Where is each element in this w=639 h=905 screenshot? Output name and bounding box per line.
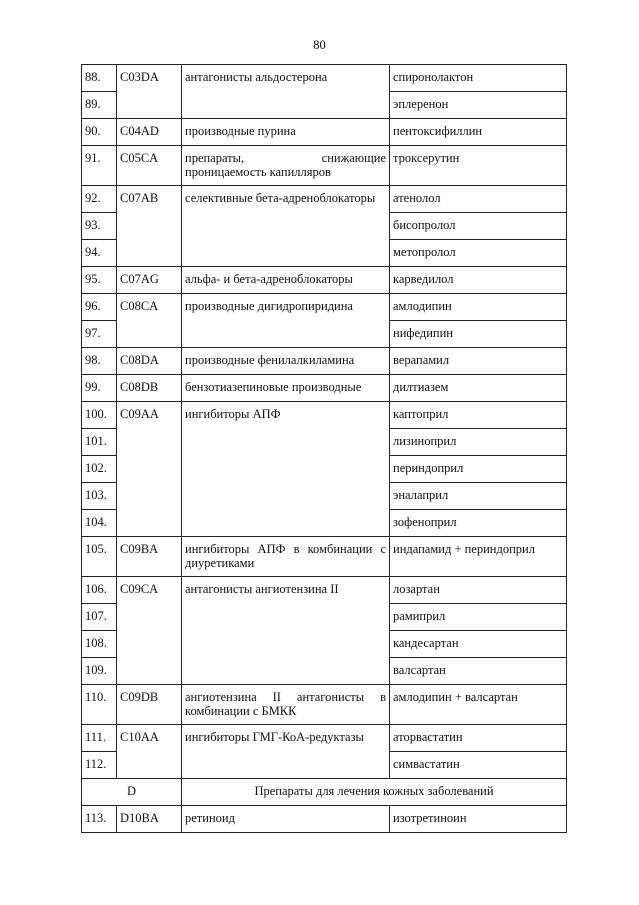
section-title: Препараты для лечения кожных заболеваний	[182, 779, 567, 806]
table-row	[82, 375, 567, 402]
drug-group: селективные бета-адреноблокаторы	[182, 186, 390, 267]
drug-name: спиронолактон	[390, 65, 567, 92]
row-number: 109.	[82, 658, 117, 685]
drug-name: индапамид + периндоприл	[390, 537, 567, 577]
row-number: 95.	[82, 267, 117, 294]
atc-code: C09CA	[117, 577, 182, 685]
row-number: 100.	[82, 402, 117, 429]
table-row	[82, 685, 567, 725]
drug-name: лозартан	[390, 577, 567, 604]
section-row	[82, 779, 567, 806]
drug-group: производные фенилалкиламина	[182, 348, 390, 375]
drug-name: валсартан	[390, 658, 567, 685]
row-number: 92.	[82, 186, 117, 213]
drug-group: ретиноид	[182, 806, 390, 833]
drug-name: дилтиазем	[390, 375, 567, 402]
atc-code: C09DB	[117, 685, 182, 725]
row-number: 96.	[82, 294, 117, 321]
atc-code: C08DB	[117, 375, 182, 402]
drug-name: амлодипин + валсартан	[390, 685, 567, 725]
row-number: 88.	[82, 65, 117, 92]
row-number: 94.	[82, 240, 117, 267]
row-number: 110.	[82, 685, 117, 725]
table-row	[82, 65, 567, 92]
row-number: 106.	[82, 577, 117, 604]
row-number: 90.	[82, 119, 117, 146]
row-number: 102.	[82, 456, 117, 483]
row-number: 107.	[82, 604, 117, 631]
row-number: 103.	[82, 483, 117, 510]
row-number: 112.	[82, 752, 117, 779]
drug-group	[182, 537, 390, 577]
drug-name: карведилол	[390, 267, 567, 294]
drug-name: амлодипин	[390, 294, 567, 321]
drug-name: периндоприл	[390, 456, 567, 483]
table-row	[82, 806, 567, 833]
drug-name: эплеренон	[390, 92, 567, 119]
row-number: 91.	[82, 146, 117, 186]
row-number: 108.	[82, 631, 117, 658]
table-row	[82, 294, 567, 321]
atc-code: C07AB	[117, 186, 182, 267]
atc-code: C04AD	[117, 119, 182, 146]
drug-group	[182, 146, 390, 186]
drug-group: бензотиазепиновые производные	[182, 375, 390, 402]
medication-table	[81, 64, 567, 833]
table-row	[82, 186, 567, 213]
table-row	[82, 348, 567, 375]
drug-name: аторвастатин	[390, 725, 567, 752]
drug-group-line: проницаемость капилляров	[185, 165, 331, 179]
row-number: 97.	[82, 321, 117, 348]
drug-name: рамиприл	[390, 604, 567, 631]
drug-name: зофеноприл	[390, 510, 567, 537]
table-row	[82, 119, 567, 146]
atc-code: C03DA	[117, 65, 182, 119]
drug-group: производные дигидропиридина	[182, 294, 390, 348]
row-number: 101.	[82, 429, 117, 456]
table-row	[82, 537, 567, 577]
table-row	[82, 577, 567, 604]
table-row	[82, 267, 567, 294]
drug-group-line: препараты, снижающие	[185, 151, 386, 165]
drug-group	[182, 685, 390, 725]
atc-code: C08CA	[117, 294, 182, 348]
drug-name: троксерутин	[390, 146, 567, 186]
drug-group: альфа- и бета-адреноблокаторы	[182, 267, 390, 294]
drug-name: атенолол	[390, 186, 567, 213]
drug-name: пентоксифиллин	[390, 119, 567, 146]
table-row	[82, 402, 567, 429]
drug-name: лизиноприл	[390, 429, 567, 456]
table-row	[82, 725, 567, 752]
drug-name: изотретиноин	[390, 806, 567, 833]
drug-name: эналаприл	[390, 483, 567, 510]
drug-group: антагонисты ангиотензина II	[182, 577, 390, 685]
atc-code: D10BA	[117, 806, 182, 833]
drug-group: ингибиторы АПФ	[182, 402, 390, 537]
drug-group: антагонисты альдостерона	[182, 65, 390, 119]
atc-code: C07AG	[117, 267, 182, 294]
table-row	[82, 146, 567, 186]
page-number: 80	[313, 38, 326, 52]
atc-code: C05CA	[117, 146, 182, 186]
drug-group-line: комбинации с БМКК	[185, 704, 297, 718]
drug-name: симвастатин	[390, 752, 567, 779]
drug-group-line: ингибиторы АПФ в комбинации с	[185, 542, 386, 556]
drug-name: верапамил	[390, 348, 567, 375]
row-number: 99.	[82, 375, 117, 402]
atc-code: C09AA	[117, 402, 182, 537]
row-number: 98.	[82, 348, 117, 375]
row-number: 111.	[82, 725, 117, 752]
drug-name: кандесартан	[390, 631, 567, 658]
drug-group: производные пурина	[182, 119, 390, 146]
drug-name: бисопролол	[390, 213, 567, 240]
drug-group-line: диуретиками	[185, 556, 255, 570]
drug-group-line: ангиотензина II антагонисты в	[185, 690, 386, 704]
drug-name: нифедипин	[390, 321, 567, 348]
drug-name: метопролол	[390, 240, 567, 267]
atc-code: C10AA	[117, 725, 182, 779]
atc-code: C09BA	[117, 537, 182, 577]
row-number: 104.	[82, 510, 117, 537]
drug-group: ингибиторы ГМГ-КоА-редуктазы	[182, 725, 390, 779]
row-number: 93.	[82, 213, 117, 240]
row-number: 89.	[82, 92, 117, 119]
row-number: 113.	[82, 806, 117, 833]
row-number: 105.	[82, 537, 117, 577]
atc-code: C08DA	[117, 348, 182, 375]
section-letter: D	[82, 779, 182, 806]
drug-name: каптоприл	[390, 402, 567, 429]
